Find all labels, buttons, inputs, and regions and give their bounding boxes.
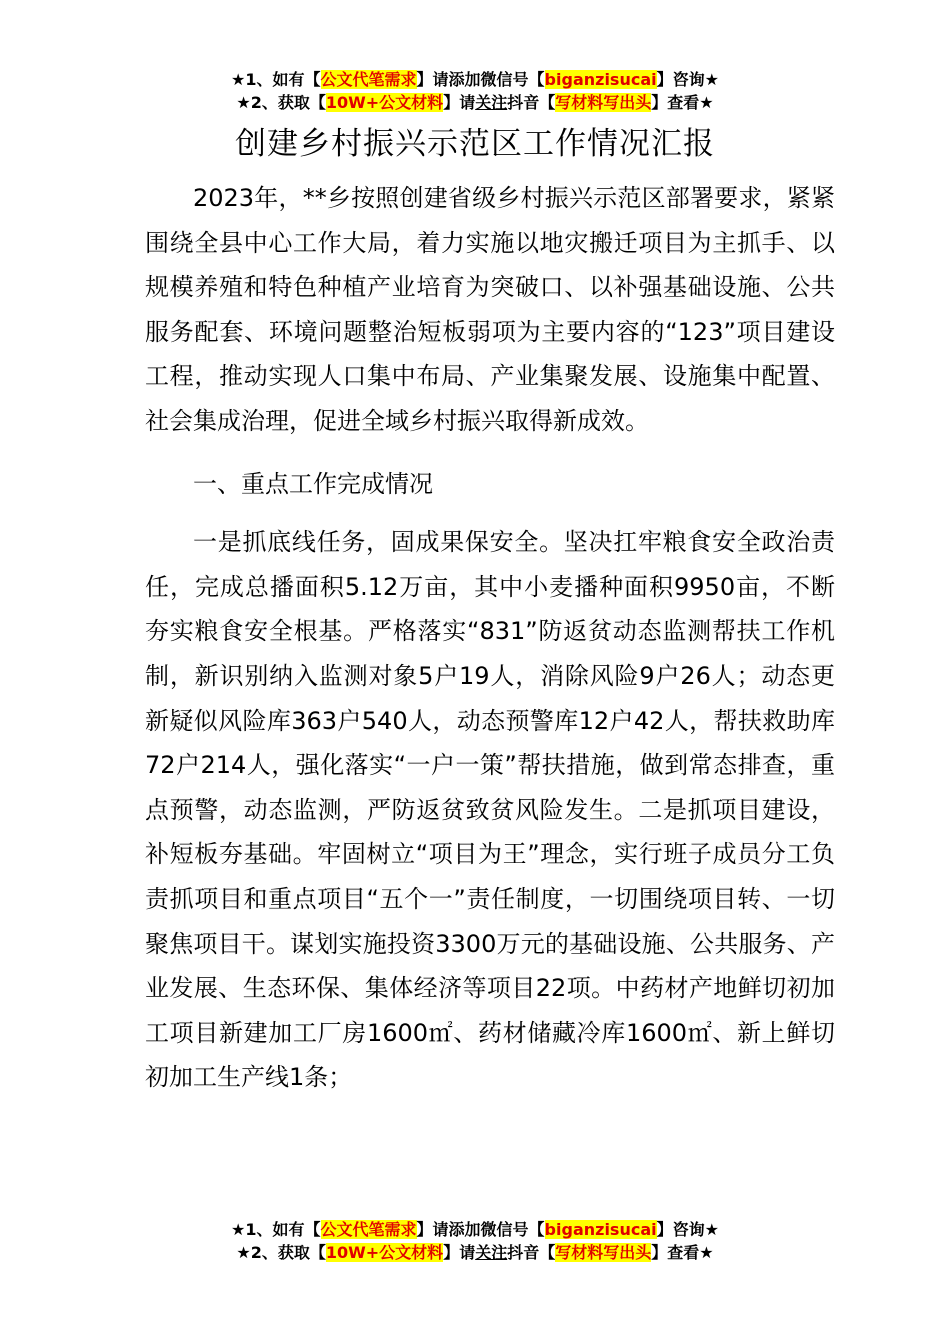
intro-paragraph: 2023年，**乡按照创建省级乡村振兴示范区部署要求，紧紧围绕全县中心工作大局，着力实施以地灾搬迁项目为主抓手、以规模养殖和特色种植产业培育为突破口、以补强基础设施、公共服务配套、环境问题整治短板弱项为主要内容的“123”项目建设工程，推动实现人口集中布局、产业集聚发展、设施集中配置、社会集成治理，促进全域乡村振兴取得新成效。 (145, 184, 835, 435)
banner-text: 】查看★ (651, 1243, 714, 1262)
top-banner (0, 68, 950, 114)
banner-line-2 (0, 91, 950, 114)
document-body (145, 176, 835, 1100)
banner-text: 】请添加微信号【 (416, 70, 545, 89)
banner-underlined-text: 关注 (475, 1243, 508, 1262)
banner-highlight: biganzisucai (544, 70, 657, 89)
banner-text: 】查看★ (651, 93, 714, 112)
banner-highlight: 10W+公文材料 (325, 93, 444, 112)
banner-line-1 (0, 68, 950, 91)
banner-highlight: 公文代笔需求 (320, 70, 417, 89)
banner-text: 抖音【 (507, 93, 556, 112)
banner-text: ★2、获取【 (236, 1243, 326, 1262)
banner-highlight: 写材料写出头 (555, 1243, 652, 1262)
banner-text: 抖音【 (507, 1243, 556, 1262)
banner-text: 】请 (443, 93, 476, 112)
banner-highlight: 写材料写出头 (555, 93, 652, 112)
banner-line-2 (0, 1241, 950, 1264)
banner-underlined-text: 关注 (475, 93, 508, 112)
banner-line-1 (0, 1218, 950, 1241)
banner-highlight: 公文代笔需求 (320, 1220, 417, 1239)
banner-highlight: biganzisucai (544, 1220, 657, 1239)
banner-highlight: 10W+公文材料 (325, 1243, 444, 1262)
banner-text: ★2、获取【 (236, 93, 326, 112)
banner-text: 】咨询★ (656, 1220, 719, 1239)
banner-text: ★1、如有【 (231, 70, 321, 89)
bottom-banner (0, 1218, 950, 1264)
document-title: 创建乡村振兴示范区工作情况汇报 (235, 126, 715, 162)
section-heading: 一、重点工作完成情况 (193, 469, 433, 498)
body-paragraph: 一是抓底线任务，固成果保安全。坚决扛牢粮食安全政治责任，完成总播面积5.12万亩，其中小麦播种面积9950亩，不断夯实粮食安全根基。严格落实“831”防返贫动态监测帮扶工作机制，新识别纳入监测对象5户19人，消除风险9户26人；动态更新疑似风险库363户540人，动态预警库12户42人，帮扶救助库72户214人，强化落实“一户一策”帮扶措施，做到常态排查，重点预警，动态监测，严防返贫致贫风险发生。二是抓项目建设，补短板夯基础。牢固树立“项目为王”理念，实行班子成员分工负责抓项目和重点项目“五个一”责任制度，一切围绕项目转、一切聚焦项目干。谋划实施投资3300万元的基础设施、公共服务、产业发展、生态环保、集体经济等项目22项。中药材产地鲜切初加工项目新建加工厂房1600㎡、药材储藏冷库1600㎡、新上鲜切初加工生产线1条； (145, 528, 835, 1092)
banner-text: 】请 (443, 1243, 476, 1262)
banner-text: ★1、如有【 (231, 1220, 321, 1239)
banner-text: 】咨询★ (656, 70, 719, 89)
banner-text: 】请添加微信号【 (416, 1220, 545, 1239)
